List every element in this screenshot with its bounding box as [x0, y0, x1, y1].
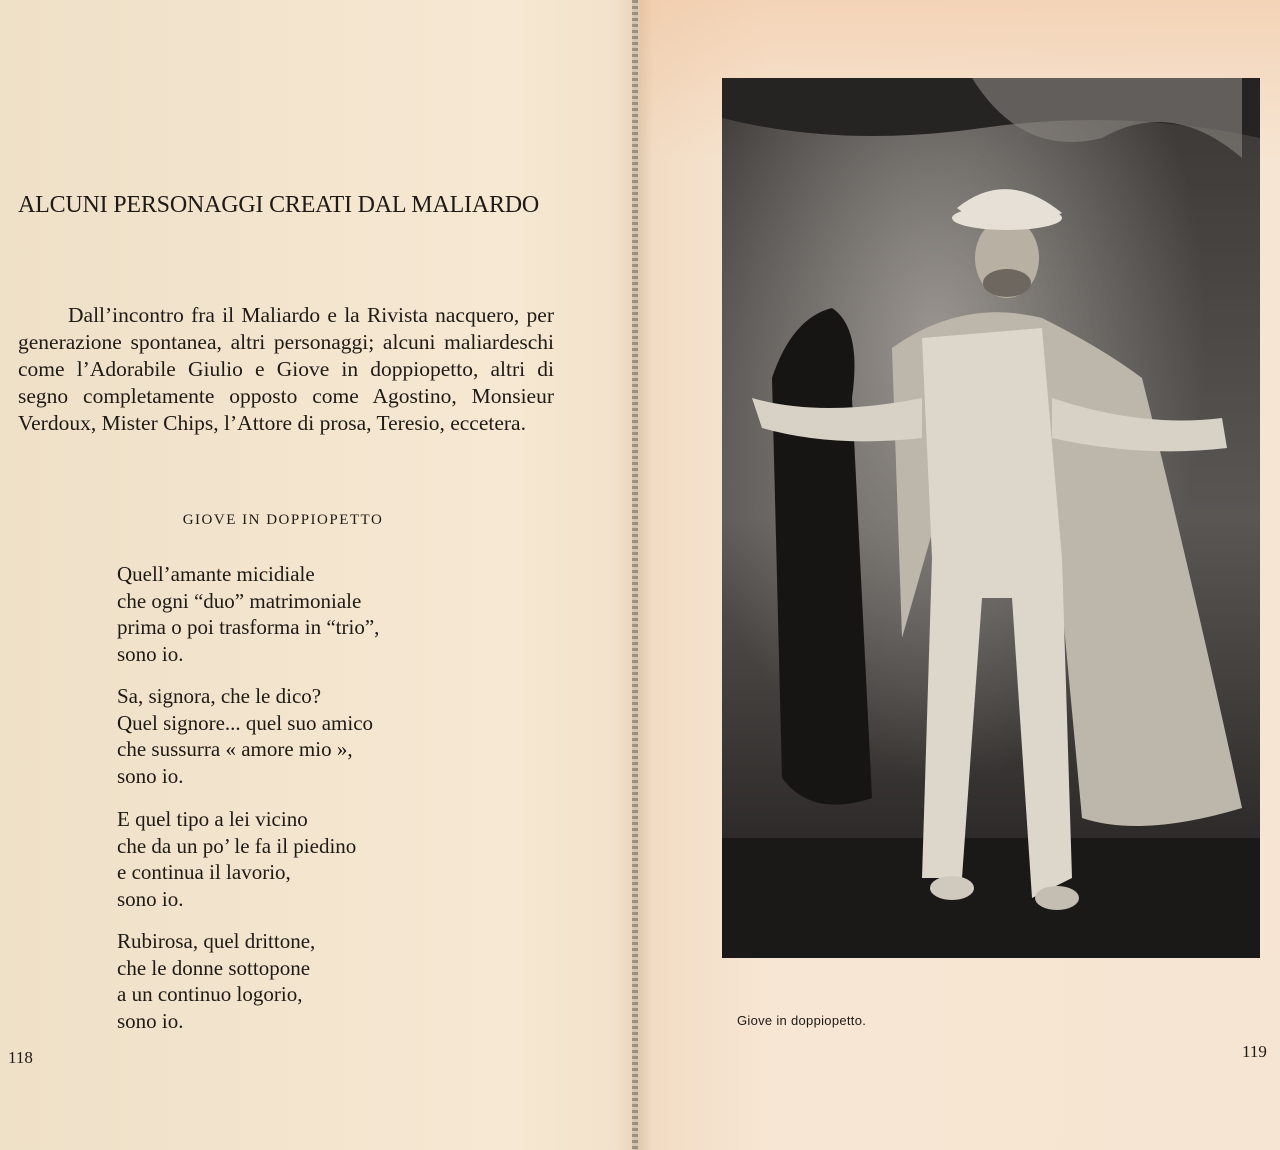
photo-caption: Giove in doppiopetto.	[737, 1013, 867, 1028]
stage-photo	[722, 78, 1260, 958]
page-number-right: 119	[1242, 1042, 1267, 1061]
verse: a un continuo logorio,	[117, 982, 303, 1006]
performer-illustration	[722, 78, 1260, 958]
verse: sono io.	[117, 1008, 184, 1033]
verse: Quell’amante micidiale	[117, 562, 315, 586]
verse: che sussurra « amore mio »,	[117, 737, 353, 761]
verse: Quel signore... quel suo amico	[117, 710, 374, 735]
stanza-1	[117, 561, 379, 667]
verse: Rubirosa, quel drittone,	[117, 929, 316, 953]
verse: E quel tipo a lei vicino	[117, 807, 308, 831]
intro-paragraph: Dall’incontro fra il Maliardo e la Rivista nacquero, per generazione spontanea, altri personaggi; alcuni maliardeschi come l’Adorabile Giulio e Giove in doppiopetto, altri di segno completamente opposto come Agostino, Monsieur Verdoux, Mister Chips, l’Attore di prosa, Teresio, eccetera.	[18, 303, 554, 435]
poem-title: GIOVE IN DOPPIOPETTO	[182, 512, 384, 528]
book-spine	[632, 0, 638, 1150]
verse: che ogni “duo” matrimoniale	[117, 588, 362, 613]
verse: sono io.	[117, 641, 184, 666]
stanza-2	[117, 683, 373, 789]
verse: sono io.	[117, 763, 184, 788]
verse: sono io.	[117, 886, 184, 911]
verse: che da un po’ le fa il piedino	[117, 833, 357, 858]
verse: prima o poi trasforma in “trio”,	[117, 615, 380, 639]
page-number-left: 118	[8, 1048, 33, 1067]
verse: che le donne sottopone	[117, 955, 311, 980]
verse: Sa, signora, che le dico?	[117, 684, 322, 708]
chapter-title: ALCUNI PERSONAGGI CREATI DAL MALIARDO	[18, 192, 540, 218]
stanza-4	[117, 928, 315, 1034]
verse: e continua il lavorio,	[117, 860, 291, 884]
stanza-3	[117, 806, 356, 912]
